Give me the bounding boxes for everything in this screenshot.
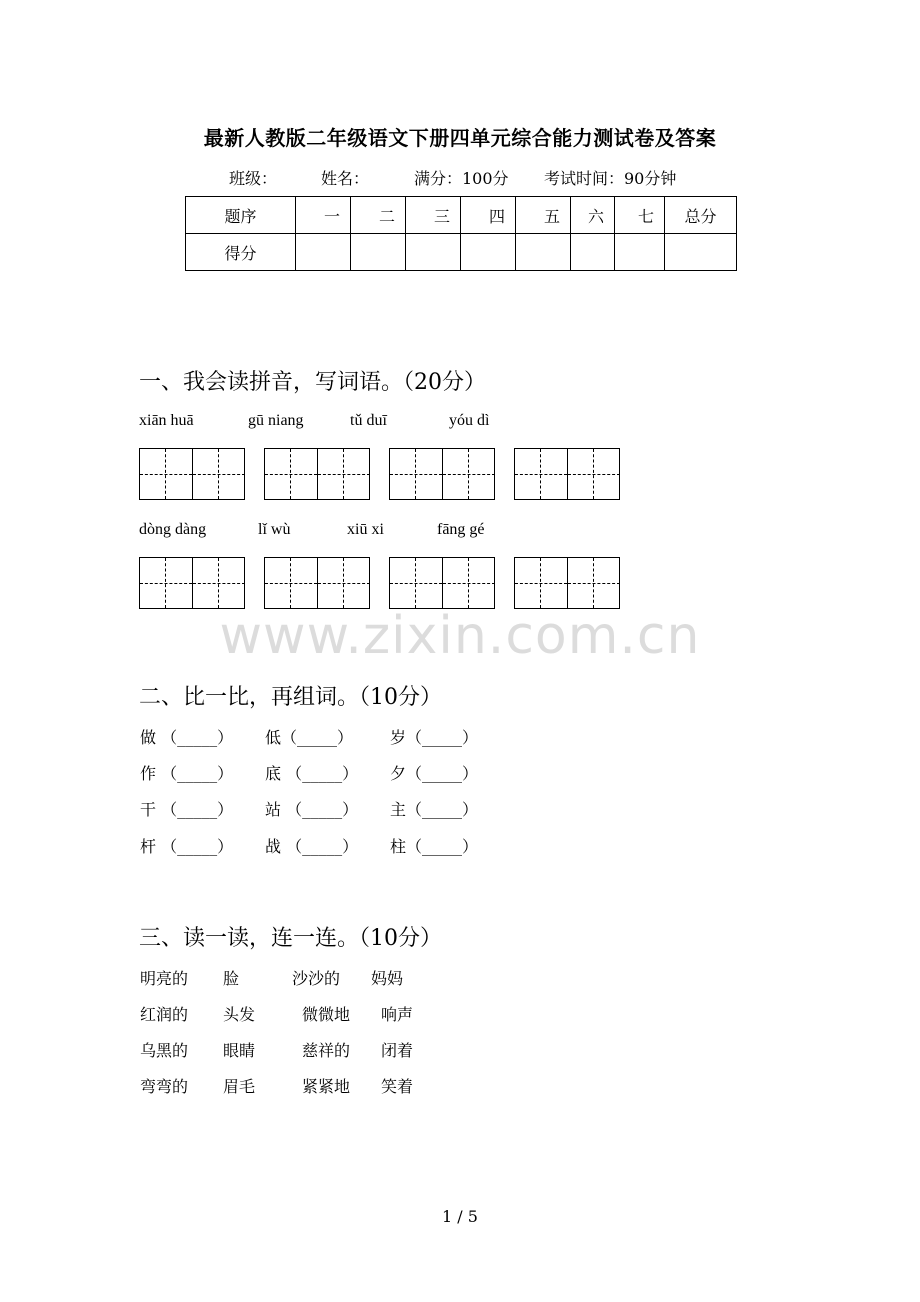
exam-time: 考试时间：90分钟 [544,169,677,188]
pinyin: fāng gé [437,521,485,538]
match-word: 笑着 [381,1077,414,1096]
match-word: 沙沙的 [292,969,341,988]
match-word: 紧紧地 [302,1077,351,1096]
score-cell[interactable] [296,234,351,271]
compare-item: 主（_____） [390,800,479,819]
match-word: 明亮的 [140,969,189,988]
score-cell[interactable] [406,234,461,271]
name-label: 姓名： [321,169,370,188]
match-word: 响声 [381,1005,414,1024]
writing-grid[interactable] [139,557,245,609]
score-table-score-row [186,234,737,271]
compare-item: 干 （_____） [140,800,234,819]
pinyin: xiān huā [139,412,194,429]
pinyin: yóu dì [449,412,490,429]
watermark: www.zixin.com.cn [219,606,701,666]
match-word: 红润的 [140,1005,189,1024]
compare-item: 低（_____） [265,728,354,747]
score-cell[interactable] [665,234,737,271]
page-number: 1 / 5 [442,1207,478,1226]
header-cell: 一 [296,197,351,234]
header-cell: 六 [571,197,615,234]
score-table [185,196,737,271]
full-score: 满分：100分 [414,169,509,188]
score-cell[interactable] [615,234,665,271]
section1-heading: 一、我会读拼音，写词语。（20分） [139,370,486,395]
class-label: 班级： [229,169,278,188]
writing-grid[interactable] [514,448,620,500]
score-cell[interactable] [351,234,406,271]
score-cell[interactable] [516,234,571,271]
match-word: 眼睛 [223,1041,256,1060]
match-word: 乌黑的 [140,1041,189,1060]
compare-item: 底 （_____） [265,764,359,783]
compare-item: 柱（_____） [390,837,479,856]
header-cell: 总分 [665,197,737,234]
match-word: 头发 [223,1005,256,1024]
section2-heading: 二、比一比，再组词。（10分） [139,685,442,710]
writing-grid[interactable] [389,557,495,609]
compare-item: 做 （_____） [140,728,234,747]
match-word: 慈祥的 [302,1041,351,1060]
compare-item: 岁（_____） [390,728,479,747]
score-cell[interactable] [571,234,615,271]
header-cell: 七 [615,197,665,234]
score-cell[interactable] [461,234,516,271]
writing-grid[interactable] [514,557,620,609]
compare-item: 战 （_____） [265,837,359,856]
pinyin: dòng dàng [139,521,207,538]
header-cell: 题序 [186,197,296,234]
header-cell: 四 [461,197,516,234]
match-word: 闭着 [381,1041,414,1060]
pinyin: tǔ duī [350,412,387,429]
writing-grid[interactable] [139,448,245,500]
match-word: 微微地 [302,1005,351,1024]
writing-grid[interactable] [389,448,495,500]
match-word: 脸 [223,969,240,988]
header-cell: 三 [406,197,461,234]
score-table-header-row [186,197,737,234]
writing-grid[interactable] [264,448,370,500]
pinyin: gū niang [248,412,304,429]
match-word: 妈妈 [371,969,404,988]
row-label: 得分 [186,234,296,271]
compare-item: 夕（_____） [390,764,479,783]
pinyin: xiū xi [347,521,384,538]
header-cell: 五 [516,197,571,234]
compare-item: 站 （_____） [265,800,359,819]
pinyin: lǐ wù [258,521,291,538]
match-word: 弯弯的 [140,1077,189,1096]
compare-item: 杆 （_____） [140,837,234,856]
compare-item: 作 （_____） [140,764,234,783]
page-title: 最新人教版二年级语文下册四单元综合能力测试卷及答案 [203,126,717,150]
section3-heading: 三、读一读，连一连。（10分） [139,926,442,951]
header-cell: 二 [351,197,406,234]
writing-grid[interactable] [264,557,370,609]
match-word: 眉毛 [223,1077,256,1096]
